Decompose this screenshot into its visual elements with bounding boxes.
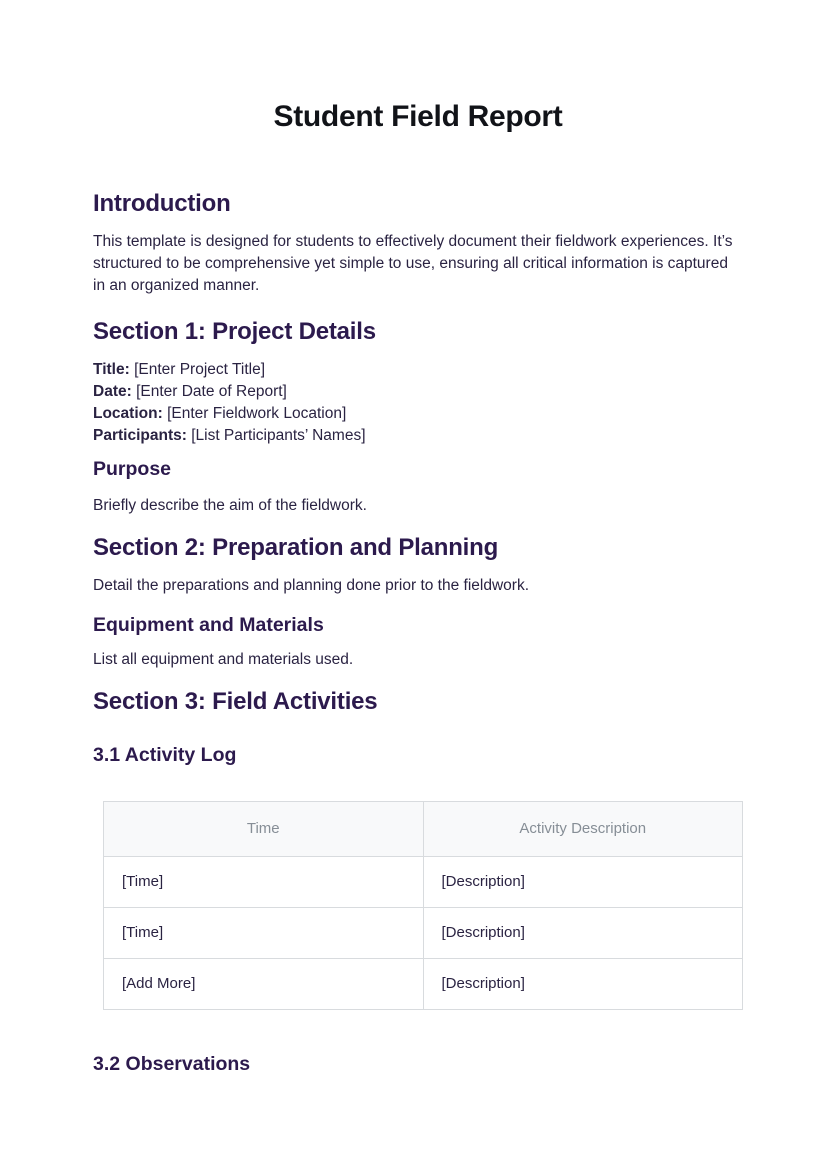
- field-title-placeholder[interactable]: [Enter Project Title]: [134, 361, 266, 378]
- table-cell-description-placeholder[interactable]: [Description]: [423, 857, 743, 908]
- field-participants-placeholder[interactable]: [List Participants’ Names]: [191, 427, 366, 444]
- table-header-row: [104, 802, 743, 857]
- heading-introduction: Introduction: [93, 190, 231, 217]
- heading-activity-log: 3.1 Activity Log: [93, 744, 237, 766]
- section-2-paragraph: Detail the preparations and planning done prior to the fieldwork.: [93, 577, 529, 594]
- field-title-label: Title:: [93, 361, 130, 378]
- table-row: [104, 908, 743, 959]
- table-cell-time-placeholder[interactable]: [Time]: [104, 857, 424, 908]
- page-title: Student Field Report: [273, 100, 563, 133]
- project-details-fields: [93, 359, 743, 447]
- introduction-paragraph: This template is designed for students to effectively document their fieldwork experiences. It’s structured to be comprehensive yet simple to use, ensuring all critical information is captured in an organized manner.: [93, 233, 733, 294]
- activity-log-table: [103, 801, 743, 1010]
- table-cell-add-more-placeholder[interactable]: [Add More]: [104, 959, 424, 1010]
- heading-observations: 3.2 Observations: [93, 1053, 251, 1075]
- heading-equipment-materials: Equipment and Materials: [93, 614, 324, 636]
- heading-section-2: Section 2: Preparation and Planning: [93, 534, 499, 561]
- heading-section-1: Section 1: Project Details: [93, 318, 376, 345]
- heading-purpose: Purpose: [93, 458, 172, 480]
- field-date: [93, 381, 743, 403]
- heading-section-3: Section 3: Field Activities: [93, 688, 378, 715]
- table-row: [104, 857, 743, 908]
- field-location-label: Location:: [93, 405, 163, 422]
- table-cell-description-placeholder[interactable]: [Description]: [423, 959, 743, 1010]
- field-location: [93, 403, 743, 425]
- field-title: [93, 359, 743, 381]
- field-participants: [93, 425, 743, 447]
- field-date-placeholder[interactable]: [Enter Date of Report]: [136, 383, 287, 400]
- table-cell-time-placeholder[interactable]: [Time]: [104, 908, 424, 959]
- purpose-paragraph: Briefly describe the aim of the fieldwork.: [93, 497, 367, 514]
- table-cell-description-placeholder[interactable]: [Description]: [423, 908, 743, 959]
- field-location-placeholder[interactable]: [Enter Fieldwork Location]: [167, 405, 347, 422]
- field-participants-label: Participants:: [93, 427, 187, 444]
- table-header-time: Time: [104, 802, 424, 857]
- equipment-paragraph: List all equipment and materials used.: [93, 651, 354, 668]
- table-row: [104, 959, 743, 1010]
- table-header-activity-description: Activity Description: [423, 802, 743, 857]
- field-date-label: Date:: [93, 383, 132, 400]
